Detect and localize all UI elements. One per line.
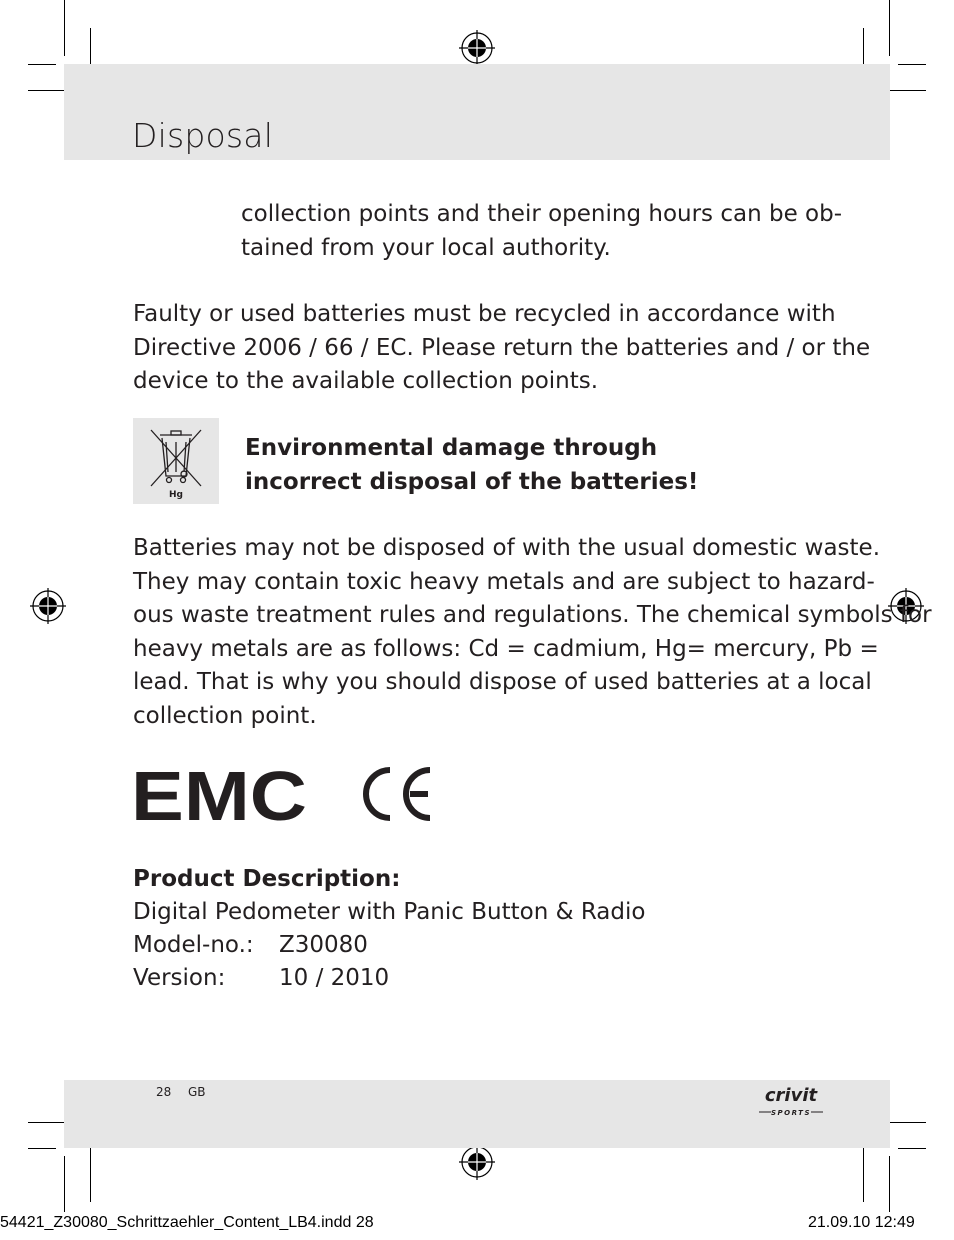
svg-text:SPORTS: SPORTS: [770, 1109, 812, 1117]
text-line: Faulty or used batteries must be recycled in accordance with: [133, 301, 836, 327]
text-line: Environmental damage through: [245, 435, 658, 461]
product-description-title: Product Description:: [133, 866, 401, 892]
text-line: tained from your local authority.: [241, 234, 611, 261]
version-value: 10 / 2010: [279, 965, 390, 991]
emc-logo: [131, 760, 311, 826]
text-line: collection points and their opening hours can be ob-: [241, 201, 843, 227]
language-code: GB: [188, 1085, 206, 1099]
heavy-metals-paragraph: [133, 532, 932, 733]
battery-recycling-paragraph: [133, 298, 870, 399]
crop-mark: [64, 1156, 65, 1212]
text-line: device to the available collection points.: [133, 368, 599, 394]
page-title: Disposal: [132, 116, 274, 155]
registration-mark-icon: [459, 30, 495, 66]
warning-heading: [245, 432, 698, 499]
text-line: Directive 2006 / 66 / EC. Please return the batteries and / or the: [133, 334, 871, 361]
text-line: ous waste treatment rules and regulations. The chemical symbols for: [133, 602, 932, 628]
ce-mark-icon: [356, 764, 436, 824]
registration-mark-icon: [459, 1144, 495, 1180]
page-number: 28: [156, 1085, 172, 1099]
model-value: Z30080: [279, 932, 368, 958]
indented-paragraph: [241, 198, 842, 265]
hg-label: Hg: [169, 490, 183, 500]
crop-mark: [863, 1140, 864, 1202]
crop-mark: [898, 64, 926, 65]
model-label: Model-no.:: [133, 932, 254, 958]
text-line: heavy metals are as follows: Cd = cadmium, Hg= mercury, Pb =: [133, 635, 879, 662]
crossed-out-bin-icon: [133, 418, 219, 504]
crop-mark: [28, 1148, 56, 1149]
svg-text:crivit: crivit: [764, 1085, 818, 1106]
svg-text:EMC: EMC: [131, 760, 307, 826]
crop-mark: [898, 1148, 926, 1149]
version-label: Version:: [133, 965, 226, 991]
crop-mark: [28, 64, 56, 65]
slug-filename: 54421_Z30080_Schrittzaehler_Content_LB4.indd 28: [0, 1214, 374, 1231]
crop-mark: [64, 0, 65, 56]
slug-datetime: 21.09.10 12:49: [808, 1214, 915, 1231]
text-line: They may contain toxic heavy metals and are subject to hazard-: [133, 568, 875, 595]
text-line: Batteries may not be disposed of with the usual domestic waste.: [133, 535, 881, 561]
crop-mark: [90, 1140, 91, 1202]
text-line: lead. That is why you should dispose of used batteries at a local: [133, 669, 872, 695]
product-name: Digital Pedometer with Panic Button & Radio: [133, 899, 646, 925]
registration-mark-icon: [30, 588, 66, 624]
crop-mark: [889, 1156, 890, 1212]
crop-mark: [889, 0, 890, 56]
crivit-sports-logo: [756, 1082, 826, 1118]
text-line: incorrect disposal of the batteries!: [245, 468, 699, 495]
text-line: collection point.: [133, 702, 317, 729]
